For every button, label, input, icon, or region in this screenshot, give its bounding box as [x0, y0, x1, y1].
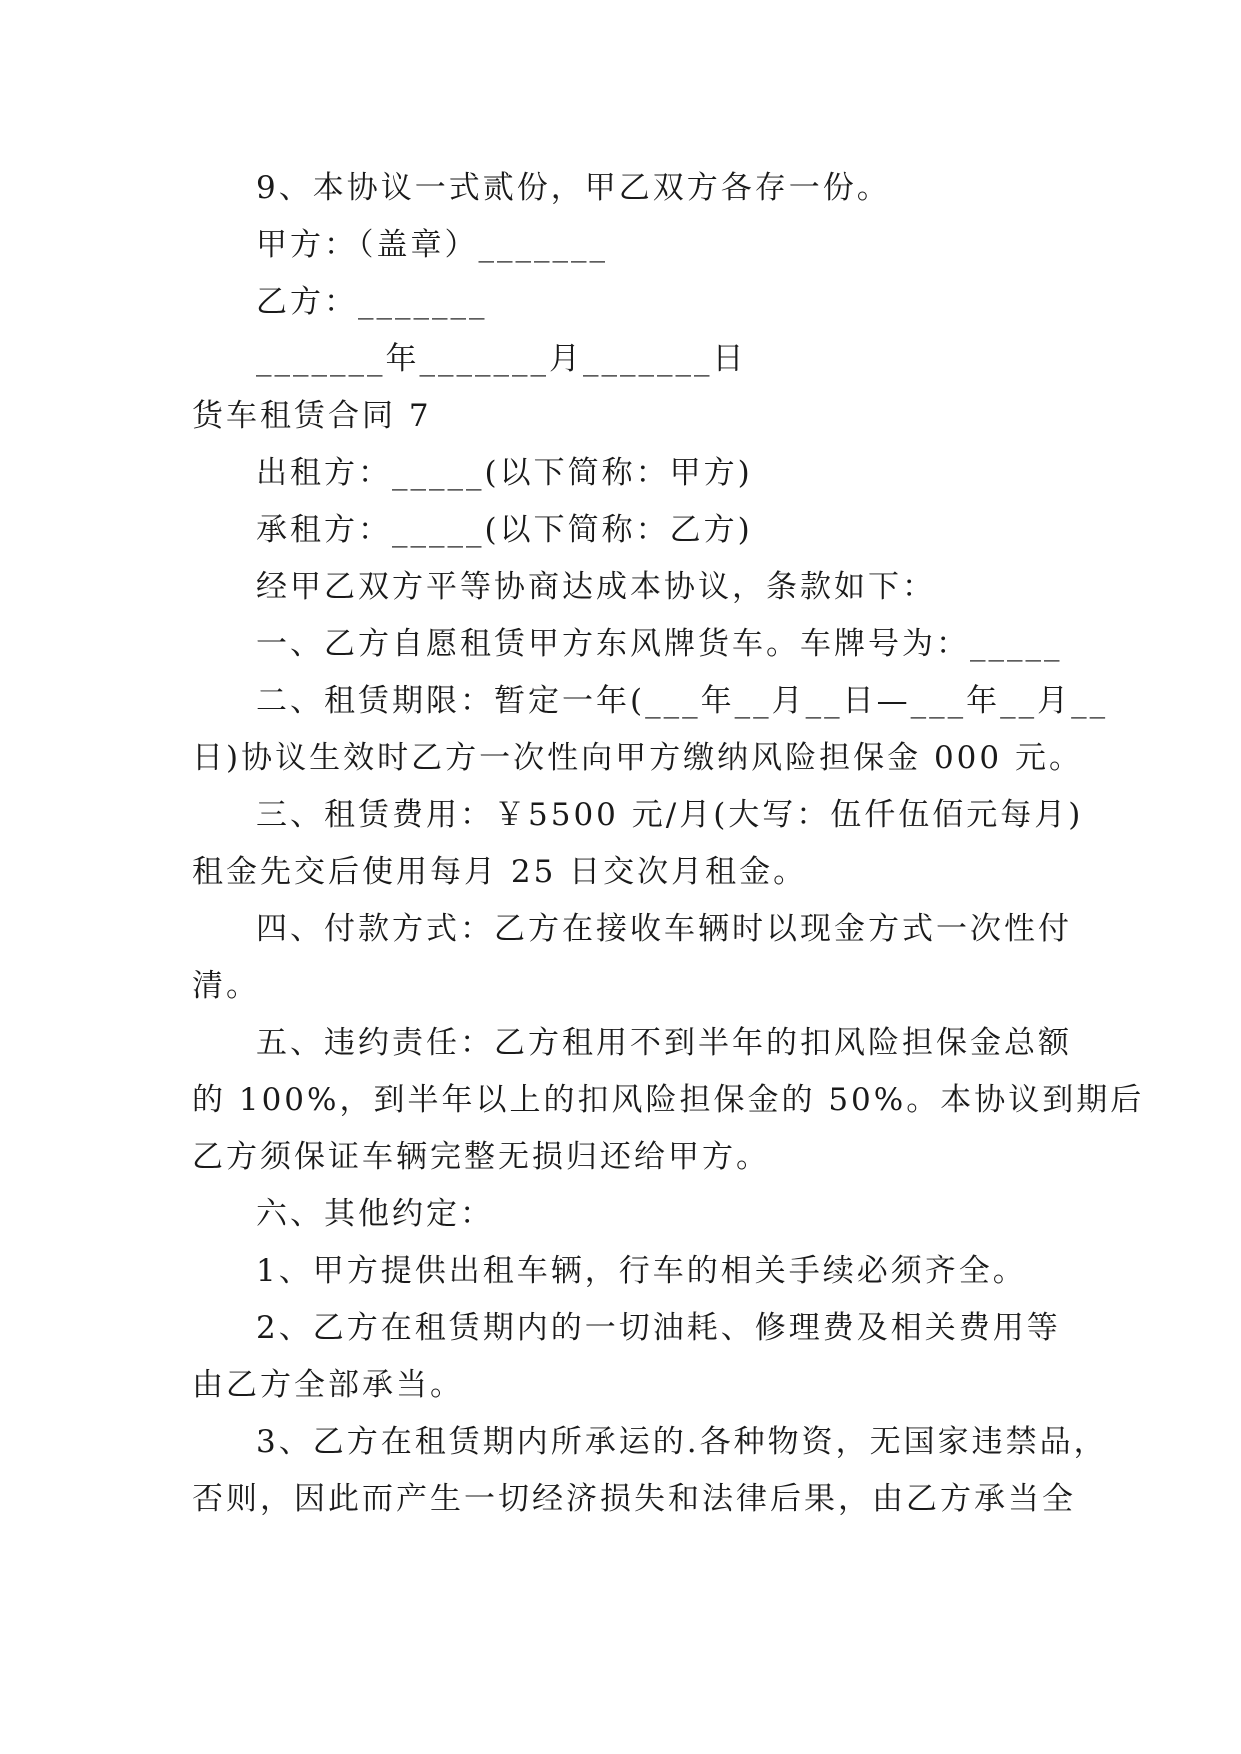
article-6: 六、其他约定： — [256, 1196, 494, 1232]
preamble: 经甲乙双方平等协商达成本协议，条款如下： — [256, 569, 936, 605]
lessee-line: 承租方：_____(以下简称：乙方) — [256, 512, 753, 548]
article-5: 五、违约责任：乙方租用不到半年的扣风险担保金总额 — [256, 1025, 1072, 1061]
article-2-cont: 日)协议生效时乙方一次性向甲方缴纳风险担保金 000 元。 — [192, 740, 1083, 776]
article-6-item-3: 3、乙方在租赁期内所承运的.各种物资，无国家违禁品， — [256, 1424, 1108, 1460]
article-6-item-2: 2、乙方在租赁期内的一切油耗、修理费及相关费用等 — [256, 1310, 1061, 1346]
party-a-signature: 甲方：（盖章）_______ — [256, 227, 608, 263]
article-1: 一、乙方自愿租赁甲方东风牌货车。车牌号为：_____ — [256, 626, 1063, 662]
article-2: 二、租赁期限：暂定一年(___年__月__日—___年__月__ — [256, 683, 1109, 719]
article-3-cont: 租金先交后使用每月 25 日交次月租金。 — [192, 854, 808, 890]
article-5-cont-2: 乙方须保证车辆完整无损归还给甲方。 — [192, 1139, 770, 1175]
article-5-cont-1: 的 100%，到半年以上的扣风险担保金的 50%。本协议到期后 — [192, 1082, 1145, 1118]
article-4-cont: 清。 — [192, 968, 260, 1004]
contract-title: 货车租赁合同 7 — [192, 398, 432, 434]
article-4: 四、付款方式：乙方在接收车辆时以现金方式一次性付 — [256, 911, 1072, 947]
party-b-signature: 乙方：_______ — [256, 284, 488, 320]
clause-9-copies: 9、本协议一式贰份，甲乙双方各存一份。 — [256, 170, 891, 206]
article-3: 三、租赁费用：￥5500 元/月(大写：伍仟伍佰元每月) — [256, 797, 1084, 833]
lessor-line: 出租方：_____(以下简称：甲方) — [256, 455, 753, 491]
article-6-item-3-cont: 否则，因此而产生一切经济损失和法律后果，由乙方承当全 — [192, 1481, 1076, 1517]
article-6-item-1: 1、甲方提供出租车辆，行车的相关手续必须齐全。 — [256, 1253, 1027, 1289]
signature-date: _______年_______月_______日 — [256, 341, 747, 377]
article-6-item-2-cont: 由乙方全部承当。 — [192, 1367, 464, 1403]
